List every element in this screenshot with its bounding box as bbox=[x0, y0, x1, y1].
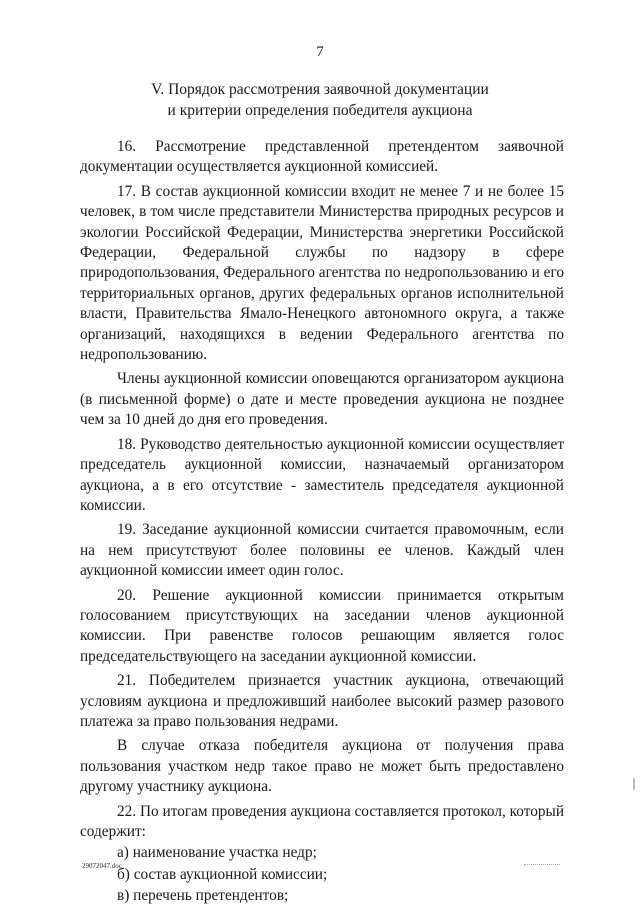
paragraph-20: 20. Решение аукционной комиссии принимается открытым голосованием присутствующих на заседании членов аукционной комиссии. При равенстве голосов решающим является голос председательствующего на заседании аукционной комиссии. bbox=[80, 586, 564, 665]
list-item-b: б) состав аукционной комиссии; bbox=[117, 865, 328, 883]
footer-file-code: 29072047.doc bbox=[82, 862, 122, 870]
paragraph-16: 16. Рассмотрение представленной претендентом заявочной документации осуществляется аукционной комиссией. bbox=[80, 138, 564, 176]
section-heading-line-1: V. Порядок рассмотрения заявочной документации bbox=[151, 81, 489, 98]
paragraph-19: 19. Заседание аукционной комиссии считается правомочным, если на нем присутствуют более половины ее членов. Каждый член аукционной комиссии имеет один голос. bbox=[80, 521, 564, 580]
paragraph-winner-refusal: В случае отказа победителя аукциона от получения права пользования участком недр такое право не может быть предоставлено другому участнику аукциона. bbox=[80, 737, 564, 796]
section-heading bbox=[60, 79, 580, 121]
list-item-c: в) перечень претендентов; bbox=[117, 887, 289, 905]
scan-artifact bbox=[524, 864, 560, 867]
document-body bbox=[80, 137, 564, 908]
section-heading-line-2: и критерии определения победителя аукциона bbox=[167, 102, 473, 119]
paragraph-22: 22. По итогам проведения аукциона составляется протокол, который содержит: bbox=[80, 802, 564, 840]
page-number: 7 bbox=[316, 44, 324, 60]
paragraph-18: 18. Руководство деятельностью аукционной комиссии осуществляет председатель аукционной комиссии, назначаемый организатором аукциона, а в его отсутствие - заместитель председателя аукционной комиссии. bbox=[80, 435, 564, 514]
margin-mark bbox=[633, 778, 635, 790]
paragraph-commission-notice: Члены аукционной комиссии оповещаются организатором аукциона (в письменной форме) о дате и месте проведения аукциона не позднее чем за 10 дней до дня его проведения. bbox=[80, 370, 564, 429]
list-item-a: а) наименование участка недр; bbox=[117, 844, 317, 862]
paragraph-17: 17. В состав аукционной комиссии входит не менее 7 и не более 15 человек, в том числе представители Министерства природных ресурсов и экологии Российской Федерации, Министерства энергетики Российской Федерации, Федеральной службы по надзору в сфере природопользования, Федерального агентства по недропользованию и его территориальных органов, других федеральных органов исполнительной власти, Правительства Ямало-Ненецкого автономного округа, а также организаций, находящихся в ведении Федерального агентства по недропользованию. bbox=[80, 182, 564, 364]
paragraph-21: 21. Победителем признается участник аукциона, отвечающий условиям аукциона и предложивший наиболее высокий размер разового платежа за право пользования недрами. bbox=[80, 672, 564, 730]
